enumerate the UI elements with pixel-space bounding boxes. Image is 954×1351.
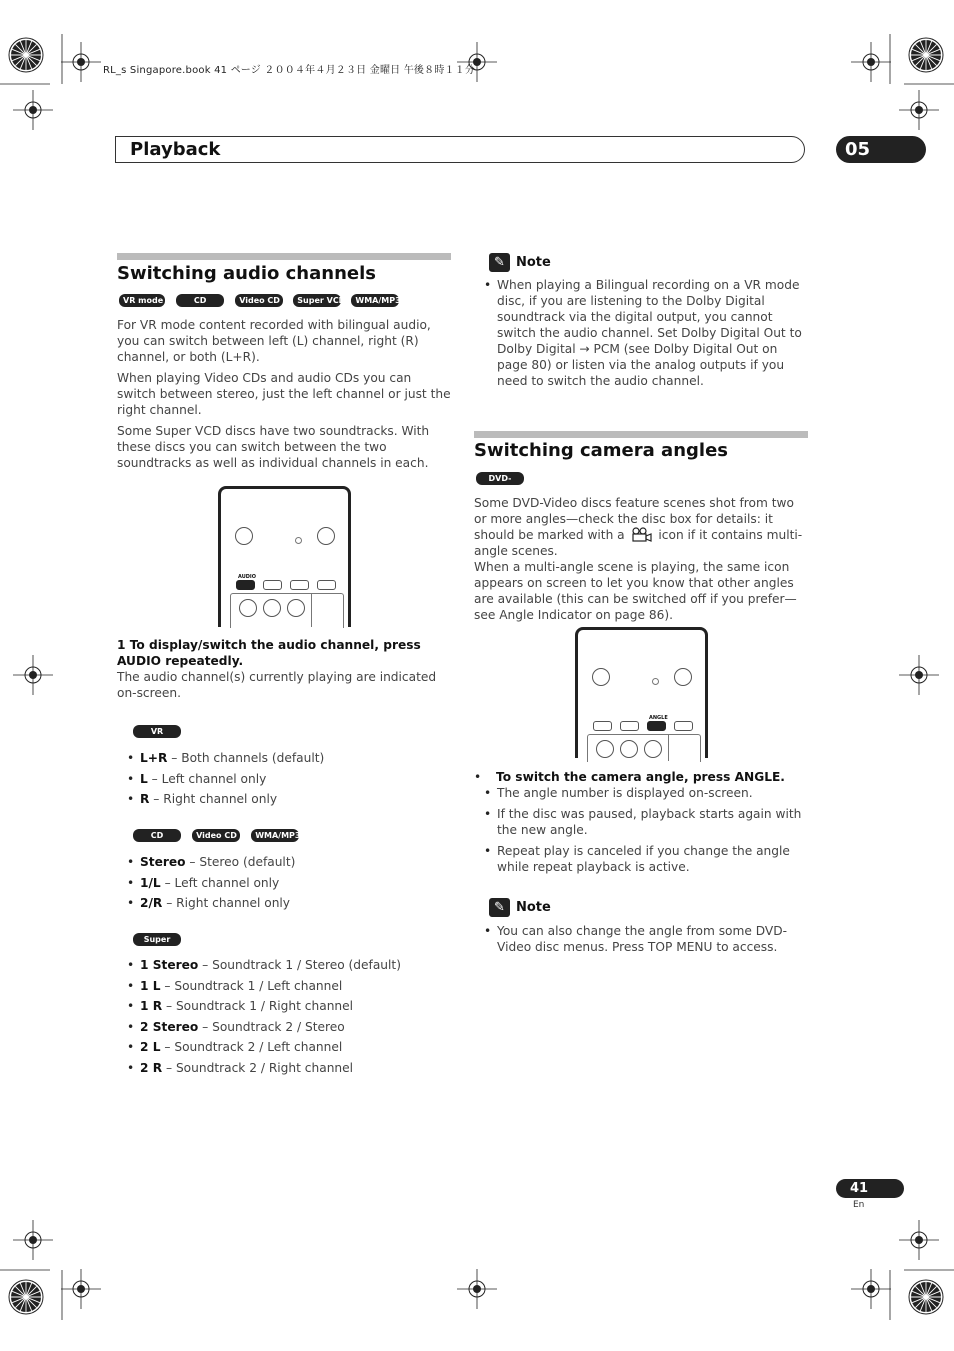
registration-mark-icon xyxy=(13,655,53,695)
list-item: • L – Left channel only xyxy=(127,769,447,790)
camera-angle-icon xyxy=(631,527,653,542)
badge-super-vcd: Super VCD xyxy=(133,933,181,946)
language-code: En xyxy=(853,1200,865,1210)
badge-group-cd xyxy=(133,829,299,848)
list-item: • The angle number is displayed on-screen. xyxy=(484,785,808,801)
note-pencil-icon: ✎ xyxy=(489,898,510,917)
remote-button xyxy=(596,740,614,758)
camera-intro xyxy=(474,495,809,623)
badge-video-cd: Video CD xyxy=(192,829,240,842)
remote-button xyxy=(620,721,639,731)
list-item: • 2 Stereo – Soundtrack 2 / Stereo xyxy=(127,1017,447,1038)
remote-button xyxy=(263,599,281,617)
badge-super-vcd: Super VCD xyxy=(293,294,341,307)
badge-vr-mode: VR mode xyxy=(133,725,181,738)
list-item: • 1 R – Soundtrack 1 / Right channel xyxy=(127,996,447,1017)
remote-button xyxy=(317,580,336,590)
registration-mark-icon xyxy=(61,1269,101,1309)
audio-intro xyxy=(117,317,452,476)
starburst-icon xyxy=(909,1280,943,1314)
camera-step-list xyxy=(484,785,808,875)
registration-mark-icon xyxy=(899,655,939,695)
badge-vr-mode: VR mode xyxy=(119,294,165,307)
paragraph: Some Super VCD discs have two soundtracks. With these discs you can switch between the two soundtracks as well as individual channels in each. xyxy=(117,424,430,470)
badge-group-vr xyxy=(133,725,181,749)
starburst-icon xyxy=(9,38,43,72)
badge-cd: CD xyxy=(176,294,224,307)
badge-dvd-video: DVD-Video xyxy=(476,472,524,485)
disc-badges xyxy=(119,294,399,313)
list-item: • Stereo – Stereo (default) xyxy=(127,852,447,873)
badge-video-cd: Video CD xyxy=(235,294,283,307)
note-heading: ✎ Note xyxy=(489,253,551,272)
print-header: RL_s Singapore.book 41 ページ ２００４年４月２３日 金曜日 午後８時１１分 xyxy=(103,65,476,76)
remote-button xyxy=(317,527,335,545)
remote-button xyxy=(290,580,309,590)
remote-button xyxy=(263,580,282,590)
list-item: • 1 Stereo – Soundtrack 1 / Stereo (default) xyxy=(127,955,447,976)
channel-list-cd xyxy=(127,852,447,914)
remote-label-audio: AUDIO xyxy=(238,574,257,580)
registration-mark-icon xyxy=(13,90,53,130)
list-item: • 1/L – Left channel only xyxy=(127,873,447,894)
section-title-camera: Switching camera angles xyxy=(474,440,728,461)
list-item: • R – Right channel only xyxy=(127,789,447,810)
chapter-number: 05 xyxy=(836,136,926,163)
section-rule xyxy=(474,431,808,438)
remote-indicator xyxy=(652,678,659,685)
page-title: Playback xyxy=(130,139,221,160)
page-number: 41 xyxy=(836,1179,904,1198)
step-audio: 1 To display/switch the audio channel, press AUDIO repeatedly. xyxy=(117,638,421,668)
list-item: • 2 L – Soundtrack 2 / Left channel xyxy=(127,1037,447,1058)
angle-button xyxy=(647,721,666,731)
paragraph: For VR mode content recorded with bilingual audio, you can switch between left (L) channel, right (R) channel, or both (L+R). xyxy=(117,318,431,364)
note-text: • When playing a Bilingual recording on a VR mode disc, if you are listening to the Dolby Digital soundtrack via the digital output, you cannot switch the audio channel. Set Dolby Digital Out to Dolby Digital → PCM (see Dolby Digital Out on page 80) or listen via the analog outputs if you need to switch the audio channel. xyxy=(484,277,808,389)
remote-button xyxy=(287,599,305,617)
step-audio-desc: The audio channel(s) currently playing are indicated on-screen. xyxy=(117,670,437,700)
list-item: • L+R – Both channels (default) xyxy=(127,748,447,769)
badge-wma-mp3: WMA/MP3 xyxy=(351,294,399,307)
remote-button xyxy=(239,599,257,617)
header-bar xyxy=(115,136,805,163)
disc-badges xyxy=(476,472,524,496)
registration-mark-icon xyxy=(457,1269,497,1309)
note-list xyxy=(484,923,808,955)
section-title-audio: Switching audio channels xyxy=(117,263,376,284)
registration-mark-icon xyxy=(851,1269,891,1309)
audio-button xyxy=(236,580,255,590)
remote-button xyxy=(674,668,692,686)
remote-illustration-angle xyxy=(575,627,708,758)
section-rule xyxy=(117,253,451,260)
paragraph: Some DVD-Video discs feature scenes shot from two or more angles—check the disc box for details: it should be marked with a icon if it contains multi-angle scenes. xyxy=(474,496,803,558)
remote-button xyxy=(593,721,612,731)
remote-indicator xyxy=(295,537,302,544)
remote-button xyxy=(644,740,662,758)
note-pencil-icon: ✎ xyxy=(489,253,510,272)
registration-mark-icon xyxy=(61,42,101,82)
camera-step xyxy=(474,769,809,785)
list-item: • If the disc was paused, playback starts again with the new angle. xyxy=(484,806,808,838)
registration-mark-icon xyxy=(13,1220,53,1260)
badge-wma-mp3: WMA/MP3 xyxy=(251,829,299,842)
badge-group-svcd xyxy=(133,933,181,957)
list-item: • 1 L – Soundtrack 1 / Left channel xyxy=(127,976,447,997)
registration-mark-icon xyxy=(851,42,891,82)
step-angle: • To switch the camera angle, press ANGLE. xyxy=(474,769,809,785)
remote-button xyxy=(620,740,638,758)
note-list xyxy=(484,277,808,389)
paragraph: When playing Video CDs and audio CDs you can switch between stereo, just the left channel or just the right channel. xyxy=(117,371,451,417)
remote-illustration-audio xyxy=(218,486,351,627)
paragraph: When a multi-angle scene is playing, the same icon appears on screen to let you know that other angles are available (this can be switched off if you prefer—see Angle Indicator on page 86). xyxy=(474,560,797,622)
registration-mark-icon xyxy=(899,90,939,130)
note-heading: ✎ Note xyxy=(489,898,551,917)
list-item: • 2/R – Right channel only xyxy=(127,893,447,914)
remote-button xyxy=(592,668,610,686)
registration-mark-icon xyxy=(899,1220,939,1260)
channel-list-vr xyxy=(127,748,447,810)
remote-button xyxy=(235,527,253,545)
remote-label-angle: ANGLE xyxy=(649,715,668,721)
list-item: • Repeat play is canceled if you change the angle while repeat playback is active. xyxy=(484,843,808,875)
list-item: • 2 R – Soundtrack 2 / Right channel xyxy=(127,1058,447,1079)
starburst-icon xyxy=(9,1280,43,1314)
channel-list-svcd xyxy=(127,955,447,1079)
badge-cd: CD xyxy=(133,829,181,842)
remote-button xyxy=(674,721,693,731)
starburst-icon xyxy=(909,38,943,72)
note-text: • You can also change the angle from some DVD-Video disc menus. Press TOP MENU to access. xyxy=(484,923,808,955)
